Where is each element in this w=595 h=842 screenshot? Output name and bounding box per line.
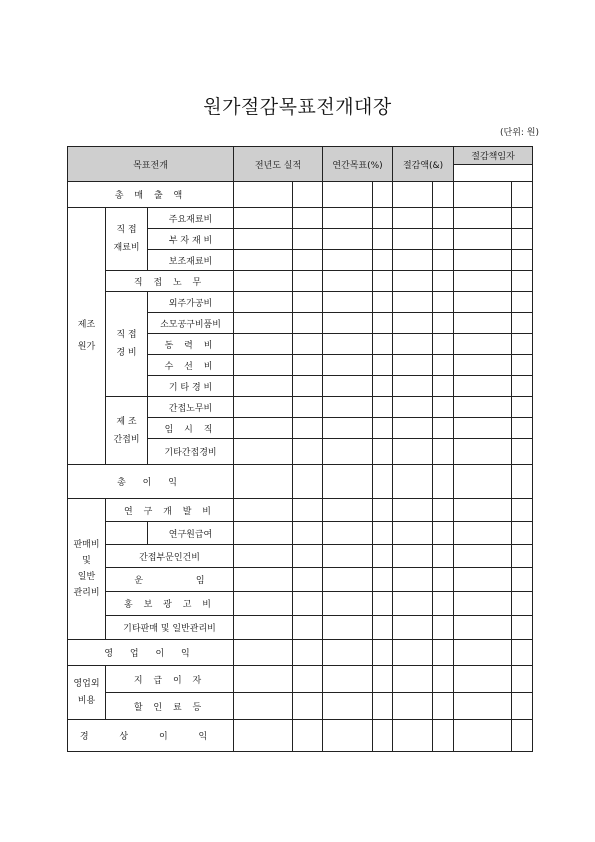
- cell[interactable]: [373, 522, 393, 545]
- cell[interactable]: [393, 465, 433, 499]
- cell[interactable]: [234, 720, 293, 752]
- cell[interactable]: [454, 397, 512, 418]
- group-mfg-cost: 제조 원가: [68, 208, 106, 465]
- cell[interactable]: [512, 693, 533, 720]
- cell[interactable]: [293, 545, 323, 568]
- cell[interactable]: [433, 568, 454, 592]
- row-interest: 지 급 이 자: [106, 666, 234, 693]
- unit-label: (단위: 원): [500, 128, 539, 138]
- header-saving-amount: 절감액(&): [393, 147, 454, 182]
- page-title: 원가절감목표전개대장: [203, 96, 392, 118]
- row-total-sales: 총 매 출 액: [68, 182, 234, 208]
- cell[interactable]: [323, 693, 373, 720]
- cell[interactable]: [234, 465, 293, 499]
- cell[interactable]: [323, 208, 373, 229]
- cell[interactable]: [234, 376, 293, 397]
- row-main-material: 주요재료비: [148, 208, 234, 229]
- cell[interactable]: [373, 545, 393, 568]
- cell[interactable]: [373, 397, 393, 418]
- row-other-expense: 기 타 경 비: [148, 376, 234, 397]
- cell[interactable]: [393, 720, 433, 752]
- group-sga: 판매비 및 일반 관리비: [68, 499, 106, 640]
- row-outsourcing: 외주가공비: [148, 292, 234, 313]
- cell[interactable]: [234, 592, 293, 616]
- cell[interactable]: [323, 499, 373, 522]
- cell[interactable]: [393, 418, 433, 439]
- row-rnd-salary: 연구원급여: [148, 522, 234, 545]
- cell[interactable]: [293, 568, 323, 592]
- cell[interactable]: [454, 465, 512, 499]
- cell[interactable]: [433, 376, 454, 397]
- cell[interactable]: [433, 182, 454, 208]
- row-repair: 수 선 비: [148, 355, 234, 376]
- cell[interactable]: [433, 693, 454, 720]
- cell[interactable]: [293, 666, 323, 693]
- cell[interactable]: [393, 208, 433, 229]
- cell[interactable]: [433, 439, 454, 465]
- cell[interactable]: [323, 592, 373, 616]
- cell[interactable]: [373, 568, 393, 592]
- header-owner-blank: [454, 165, 533, 182]
- cell[interactable]: [393, 545, 433, 568]
- row-consumables: 소모공구비품비: [148, 313, 234, 334]
- cell[interactable]: [512, 334, 533, 355]
- cell[interactable]: [234, 666, 293, 693]
- header-annual-target: 연간목표(%): [323, 147, 393, 182]
- cell[interactable]: [393, 522, 433, 545]
- row-rnd: 연 구 개 발 비: [106, 499, 234, 522]
- cell[interactable]: [433, 666, 454, 693]
- cell[interactable]: [293, 313, 323, 334]
- cell[interactable]: [373, 720, 393, 752]
- cell[interactable]: [393, 397, 433, 418]
- row-temp: 임 시 직: [148, 418, 234, 439]
- cell[interactable]: [323, 250, 373, 271]
- cell[interactable]: [454, 499, 512, 522]
- cell[interactable]: [512, 208, 533, 229]
- cell[interactable]: [373, 592, 393, 616]
- cell[interactable]: [373, 499, 393, 522]
- cell[interactable]: [373, 666, 393, 693]
- cell[interactable]: [454, 522, 512, 545]
- cell[interactable]: [293, 522, 323, 545]
- cell[interactable]: [433, 229, 454, 250]
- cell[interactable]: [234, 271, 293, 292]
- cell[interactable]: [512, 355, 533, 376]
- header-item: 목표전개: [68, 147, 234, 182]
- cell[interactable]: [433, 355, 454, 376]
- cell[interactable]: [323, 229, 373, 250]
- cell[interactable]: [512, 229, 533, 250]
- cell[interactable]: [512, 522, 533, 545]
- cell[interactable]: [512, 439, 533, 465]
- cell[interactable]: [512, 720, 533, 752]
- cell[interactable]: [293, 592, 323, 616]
- cell[interactable]: [512, 666, 533, 693]
- cell[interactable]: [393, 499, 433, 522]
- cell[interactable]: [454, 666, 512, 693]
- cell[interactable]: [454, 334, 512, 355]
- cell[interactable]: [512, 616, 533, 640]
- cell[interactable]: [234, 568, 293, 592]
- cell[interactable]: [454, 568, 512, 592]
- cell[interactable]: [293, 271, 323, 292]
- cell[interactable]: [323, 545, 373, 568]
- cell[interactable]: [393, 568, 433, 592]
- cell[interactable]: [323, 376, 373, 397]
- cell[interactable]: [234, 499, 293, 522]
- cell[interactable]: [234, 545, 293, 568]
- cell[interactable]: [433, 418, 454, 439]
- cell[interactable]: [323, 292, 373, 313]
- cell[interactable]: [393, 292, 433, 313]
- cell[interactable]: [323, 522, 373, 545]
- cell[interactable]: [323, 271, 373, 292]
- cell[interactable]: [373, 376, 393, 397]
- cell[interactable]: [323, 465, 373, 499]
- cell[interactable]: [293, 418, 323, 439]
- cell[interactable]: [373, 250, 393, 271]
- cell[interactable]: [373, 208, 393, 229]
- cell[interactable]: [454, 229, 512, 250]
- cell[interactable]: [323, 439, 373, 465]
- row-discount: 할 인 료 등: [106, 693, 234, 720]
- cell[interactable]: [393, 355, 433, 376]
- cell[interactable]: [234, 229, 293, 250]
- cell[interactable]: [512, 313, 533, 334]
- cell[interactable]: [393, 640, 433, 666]
- cell[interactable]: [433, 465, 454, 499]
- cell[interactable]: [454, 376, 512, 397]
- cell[interactable]: [454, 250, 512, 271]
- header-prev-year: 전년도 실적: [234, 147, 323, 182]
- cell[interactable]: [454, 292, 512, 313]
- cell[interactable]: [512, 592, 533, 616]
- cell[interactable]: [293, 250, 323, 271]
- cell[interactable]: [512, 418, 533, 439]
- row-rnd-blank: [106, 522, 148, 545]
- cell[interactable]: [433, 545, 454, 568]
- cell[interactable]: [234, 616, 293, 640]
- cell[interactable]: [433, 499, 454, 522]
- cell[interactable]: [454, 640, 512, 666]
- row-other-sga: 기타판매 및 일반관리비: [106, 616, 234, 640]
- cell[interactable]: [373, 292, 393, 313]
- cell[interactable]: [373, 465, 393, 499]
- cell[interactable]: [373, 640, 393, 666]
- cell[interactable]: [512, 182, 533, 208]
- header-owner: 절감책임자: [454, 147, 533, 165]
- cell[interactable]: [323, 334, 373, 355]
- cell[interactable]: [454, 271, 512, 292]
- cell[interactable]: [433, 616, 454, 640]
- cell[interactable]: [293, 208, 323, 229]
- row-rent: 운 임: [106, 568, 234, 592]
- cell[interactable]: [293, 397, 323, 418]
- cell[interactable]: [293, 355, 323, 376]
- row-gross-profit: 총 이 익: [68, 465, 234, 499]
- cell[interactable]: [234, 693, 293, 720]
- cell[interactable]: [393, 616, 433, 640]
- cell[interactable]: [433, 208, 454, 229]
- cell[interactable]: [433, 292, 454, 313]
- cell[interactable]: [512, 568, 533, 592]
- cell[interactable]: [433, 592, 454, 616]
- cell[interactable]: [234, 250, 293, 271]
- row-indirect-labor: 간접노무비: [148, 397, 234, 418]
- row-advertising: 홍 보 광 고 비: [106, 592, 234, 616]
- cell[interactable]: [393, 271, 433, 292]
- cell[interactable]: [393, 666, 433, 693]
- cell[interactable]: [454, 355, 512, 376]
- cell[interactable]: [512, 545, 533, 568]
- cell[interactable]: [293, 465, 323, 499]
- cell[interactable]: [393, 592, 433, 616]
- cell[interactable]: [433, 334, 454, 355]
- cell[interactable]: [234, 397, 293, 418]
- cell[interactable]: [293, 229, 323, 250]
- cell[interactable]: [454, 313, 512, 334]
- cell[interactable]: [293, 640, 323, 666]
- cell[interactable]: [454, 616, 512, 640]
- cell[interactable]: [433, 640, 454, 666]
- cell[interactable]: [293, 720, 323, 752]
- cell[interactable]: [373, 616, 393, 640]
- cell[interactable]: [293, 334, 323, 355]
- cell[interactable]: [454, 720, 512, 752]
- cell[interactable]: [393, 334, 433, 355]
- cell[interactable]: [512, 640, 533, 666]
- cell[interactable]: [512, 499, 533, 522]
- cost-reduction-table: [67, 146, 533, 752]
- cell[interactable]: [433, 522, 454, 545]
- cell[interactable]: [433, 397, 454, 418]
- cell[interactable]: [323, 640, 373, 666]
- cell[interactable]: [323, 720, 373, 752]
- cell[interactable]: [393, 313, 433, 334]
- row-sub-material: 부 자 재 비: [148, 229, 234, 250]
- cell[interactable]: [454, 418, 512, 439]
- row-power: 동 력 비: [148, 334, 234, 355]
- cell[interactable]: [512, 250, 533, 271]
- cell[interactable]: [234, 208, 293, 229]
- cell[interactable]: [293, 292, 323, 313]
- cell[interactable]: [323, 313, 373, 334]
- cell[interactable]: [433, 271, 454, 292]
- cell[interactable]: [454, 592, 512, 616]
- group-non-op-cost: 영업외 비용: [68, 666, 106, 720]
- cell[interactable]: [293, 616, 323, 640]
- cell[interactable]: [393, 693, 433, 720]
- cell[interactable]: [323, 568, 373, 592]
- cell[interactable]: [373, 271, 393, 292]
- cell[interactable]: [323, 355, 373, 376]
- cell[interactable]: [373, 334, 393, 355]
- cell[interactable]: [454, 693, 512, 720]
- cell[interactable]: [393, 182, 433, 208]
- cell[interactable]: [373, 229, 393, 250]
- cell[interactable]: [433, 720, 454, 752]
- cell[interactable]: [373, 439, 393, 465]
- cell[interactable]: [293, 439, 323, 465]
- cell[interactable]: [512, 292, 533, 313]
- cell[interactable]: [234, 418, 293, 439]
- cell[interactable]: [373, 182, 393, 208]
- group-direct-expense: 직 접 경 비: [106, 292, 148, 397]
- cell[interactable]: [293, 693, 323, 720]
- cell[interactable]: [323, 616, 373, 640]
- cell[interactable]: [323, 182, 373, 208]
- cell[interactable]: [293, 499, 323, 522]
- cell[interactable]: [373, 313, 393, 334]
- cell[interactable]: [234, 313, 293, 334]
- cell[interactable]: [512, 271, 533, 292]
- cell[interactable]: [234, 334, 293, 355]
- cell[interactable]: [323, 397, 373, 418]
- cell[interactable]: [512, 465, 533, 499]
- row-aux-material: 보조재료비: [148, 250, 234, 271]
- cell[interactable]: [293, 182, 323, 208]
- cell[interactable]: [433, 250, 454, 271]
- cell[interactable]: [323, 418, 373, 439]
- row-direct-labor: 직 접 노 무: [106, 271, 234, 292]
- cell[interactable]: [373, 418, 393, 439]
- cell[interactable]: [454, 208, 512, 229]
- cell[interactable]: [393, 376, 433, 397]
- cell[interactable]: [293, 376, 323, 397]
- group-direct-material: 직 접 재료비: [106, 208, 148, 271]
- cell[interactable]: [234, 355, 293, 376]
- cell[interactable]: [512, 397, 533, 418]
- cell[interactable]: [234, 292, 293, 313]
- cell[interactable]: [454, 545, 512, 568]
- cell[interactable]: [234, 522, 293, 545]
- cell[interactable]: [393, 229, 433, 250]
- row-ordinary-profit: 경 상 이 익: [68, 720, 234, 752]
- cell[interactable]: [454, 439, 512, 465]
- cell[interactable]: [234, 182, 293, 208]
- group-mfg-overhead: 제 조 간접비: [106, 397, 148, 465]
- row-operating-profit: 영 업 이 익: [68, 640, 234, 666]
- cell[interactable]: [512, 376, 533, 397]
- cell[interactable]: [393, 439, 433, 465]
- cell[interactable]: [393, 250, 433, 271]
- cell[interactable]: [323, 666, 373, 693]
- row-indirect-personnel: 간접부문인건비: [106, 545, 234, 568]
- cell[interactable]: [234, 640, 293, 666]
- cell[interactable]: [373, 693, 393, 720]
- cell[interactable]: [433, 313, 454, 334]
- cell[interactable]: [234, 439, 293, 465]
- cell[interactable]: [454, 182, 512, 208]
- cell[interactable]: [373, 355, 393, 376]
- row-other-indirect: 기타간접경비: [148, 439, 234, 465]
